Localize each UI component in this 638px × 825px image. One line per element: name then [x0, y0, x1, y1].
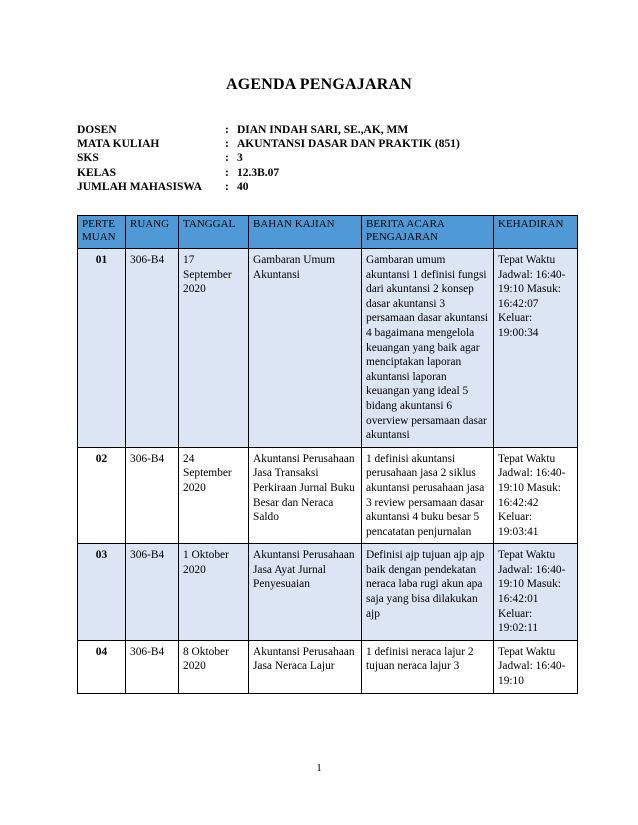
- header-pertemuan: PERTE MUAN: [78, 216, 126, 249]
- cell-ruang: 306-B4: [126, 447, 179, 544]
- header-bahan-kajian: BAHAN KAJIAN: [249, 216, 362, 249]
- cell-tanggal: 24 September 2020: [179, 447, 249, 544]
- cell-pertemuan: 02: [78, 447, 126, 544]
- info-value: AKUNTANSI DASAR DAN PRAKTIK (851): [237, 138, 460, 151]
- header-berita-acara: BERITA ACARA PENGAJARAN: [362, 216, 494, 249]
- info-colon: :: [225, 124, 229, 136]
- info-row-mata-kuliah: [77, 137, 460, 151]
- info-row-kelas: [77, 166, 460, 180]
- info-row-dosen: [77, 123, 460, 137]
- cell-ruang: 306-B4: [126, 640, 179, 693]
- cell-kehadiran: Tepat Waktu Jadwal: 16:40-19:10 Masuk: 16:42:07 Keluar: 19:00:34: [494, 249, 578, 448]
- cell-kehadiran: Tepat Waktu Jadwal: 16:40-19:10 Masuk: 16:42:42 Keluar: 19:03:41: [494, 447, 578, 544]
- info-label: KELAS: [77, 166, 116, 179]
- info-colon: :: [225, 166, 229, 179]
- info-colon: :: [225, 138, 229, 151]
- table-header-row: [78, 216, 578, 249]
- cell-kehadiran: Tepat Waktu Jadwal: 16:40-19:10 Masuk: 16:42:01 Keluar: 19:02:11: [494, 544, 578, 641]
- course-info: [77, 123, 460, 194]
- cell-berita-acara: 1 definisi akuntansi perusahaan jasa 2 siklus akuntansi perusahaan jasa 3 review persamaan dasar akuntansi 4 buku besar 5 pencatatan penjurnalan: [362, 447, 494, 544]
- table-row: [78, 544, 578, 641]
- info-value: 3: [237, 152, 243, 165]
- cell-pertemuan: 01: [78, 249, 126, 448]
- info-row-jumlah-mahasiswa: [77, 180, 460, 194]
- cell-berita-acara: 1 definisi neraca lajur 2 tujuan neraca lajur 3: [362, 640, 494, 693]
- page-number: 1: [316, 762, 322, 774]
- header-tanggal: TANGGAL: [179, 216, 249, 249]
- header-kehadiran: KEHADIRAN: [494, 216, 578, 249]
- cell-berita-acara: Definisi ajp tujuan ajp ajp baik dengan pendekatan neraca laba rugi akun apa saja yang bisa dilakukan ajp: [362, 544, 494, 641]
- info-row-sks: [77, 151, 460, 165]
- agenda-table: [77, 215, 578, 694]
- cell-ruang: 306-B4: [126, 249, 179, 448]
- info-value: DIAN INDAH SARI, SE.,AK, MM: [237, 124, 409, 136]
- info-colon: :: [225, 180, 229, 193]
- info-value: 40: [237, 180, 249, 193]
- cell-pertemuan: 04: [78, 640, 126, 693]
- cell-berita-acara: Gambaran umum akuntansi 1 definisi fungsi dari akuntansi 2 konsep dasar akuntansi 3 persamaan dasar akuntansi 4 bagaimana mengelola keuangan yang baik agar menciptakan laporan akuntansi laporan keuangan yang ideal 5 bidang akuntansi 6 overview persamaan dasar akuntansi: [362, 249, 494, 448]
- cell-bahan-kajian: Akuntansi Perusahaan Jasa Ayat Jurnal Penyesuaian: [249, 544, 362, 641]
- cell-kehadiran: Tepat Waktu Jadwal: 16:40-19:10: [494, 640, 578, 693]
- info-label: SKS: [77, 152, 99, 165]
- cell-bahan-kajian: Akuntansi Perusahaan Jasa Neraca Lajur: [249, 640, 362, 693]
- page-title: AGENDA PENGAJARAN: [225, 76, 413, 93]
- info-label: MATA KULIAH: [77, 138, 160, 151]
- cell-tanggal: 1 Oktober 2020: [179, 544, 249, 641]
- table-row: [78, 249, 578, 448]
- cell-tanggal: 8 Oktober 2020: [179, 640, 249, 693]
- cell-bahan-kajian: Akuntansi Perusahaan Jasa Transaksi Perkiraan Jurnal Buku Besar dan Neraca Saldo: [249, 447, 362, 544]
- cell-ruang: 306-B4: [126, 544, 179, 641]
- info-value: 12.3B.07: [237, 166, 280, 179]
- table-row: [78, 640, 578, 693]
- info-label: JUMLAH MAHASISWA: [77, 180, 202, 193]
- header-ruang: RUANG: [126, 216, 179, 249]
- info-label: DOSEN: [77, 124, 117, 136]
- cell-tanggal: 17 September 2020: [179, 249, 249, 448]
- cell-pertemuan: 03: [78, 544, 126, 641]
- cell-bahan-kajian: Gambaran Umum Akuntansi: [249, 249, 362, 448]
- info-colon: :: [225, 152, 229, 165]
- table-row: [78, 447, 578, 544]
